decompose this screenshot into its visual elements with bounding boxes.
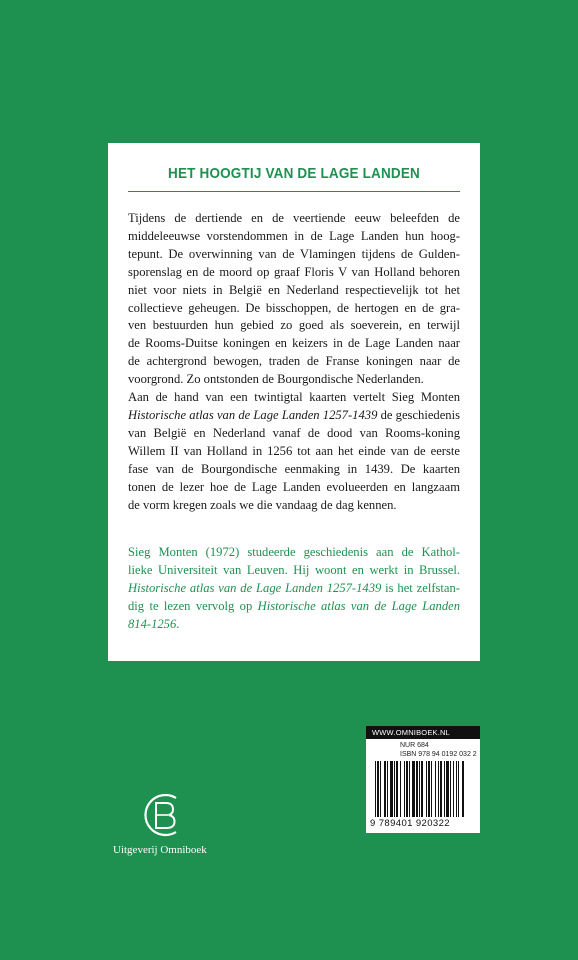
bio-prior-atlas-title: Historische atlas van de Lage Landen: [257, 598, 460, 613]
bio-prior-atlas-years: 814-1256: [128, 616, 177, 631]
barcode-label: [366, 726, 480, 833]
omniboek-logo-icon: [136, 790, 190, 840]
blurb-line: de Rooms-Duitse koningen en keizers in de Lage Landen naar: [128, 336, 460, 351]
blurb-line: Willem II van Holland in 1256 tot aan het einde van de eerste: [128, 443, 460, 458]
isbn-number: ISBN 978 94 0192 032 2: [400, 751, 477, 758]
blurb-line: ven bestuurden hun gebied zo goed als soeverein, en terwijl: [128, 318, 460, 333]
blurb-line: niet voor niets in België en Nederland respectievelijk tot het: [128, 282, 460, 297]
blurb-line: de vorm kregen zoals we die vandaag de dag kennen.: [128, 497, 397, 512]
barcode-digits: 9 789401 920322: [370, 818, 450, 829]
author-bio: [128, 544, 460, 634]
blurb-line: fase van de Bourgondische eenmaking in 1439. De kaarten: [128, 461, 460, 476]
bio-line: Sieg Monten (1972) studeerde geschiedenis aan de Kathol-: [128, 545, 460, 559]
blurb-line: sporenslag en de moord op graaf Floris V van Holland behoren: [128, 264, 460, 279]
blurb-line: de achtergrond bewogen, traden de Franse koningen naar de: [128, 354, 460, 369]
blurb-line-with-title: [128, 407, 460, 425]
bio-fragment: is het zelfstan-: [381, 580, 460, 595]
blurb-fragment: de geschiedenis: [377, 407, 461, 422]
blurb-line: voorgrond. Zo ontstonden de Bourgondische Nederlanden.: [128, 372, 424, 387]
blurb-line: van België en Nederland vanaf de dood van Rooms-koning: [128, 425, 460, 440]
nur-code: NUR 684: [400, 742, 429, 749]
bio-fragment: .: [176, 616, 180, 631]
atlas-title-italic: Historische atlas van de Lage Landen 1257-1439: [128, 407, 378, 422]
back-cover-panel: [108, 143, 480, 661]
blurb-line: Tijdens de dertiende en de veertiende eeuw beleefden de: [128, 211, 460, 225]
publisher-name: Uitgeverij Omniboek: [113, 844, 207, 856]
bio-atlas-title: Historische atlas van de Lage Landen 1257-1439: [128, 580, 382, 595]
barcode-icon: [374, 761, 472, 817]
blurb-paragraph-1: [128, 210, 460, 389]
publisher-url: WWW.OMNIBOEK.NL: [366, 726, 480, 739]
blurb-line: collectieve geheugen. De bisschoppen, de hertogen en de gra-: [128, 300, 460, 315]
bio-line: [128, 580, 460, 598]
title-divider: [128, 191, 460, 192]
blurb-line: tepunt. De overwinning van de Vlamingen tijdens de Gulden-: [128, 246, 460, 261]
blurb-line: tonen de lezer hoe de Lage Landen evolueerden en langzaam: [128, 479, 460, 494]
blurb-line: Aan de hand van een twintigtal kaarten vertelt Sieg Monten: [128, 390, 460, 405]
book-title: HET HOOGTIJ VAN DE LAGE LANDEN: [168, 165, 420, 182]
blurb-text: [128, 210, 460, 514]
bio-fragment: dig te lezen vervolg op: [128, 598, 258, 613]
blurb-line: middeleeuwse vorstendommen in de Lage Landen hun hoog-: [128, 228, 460, 243]
blurb-paragraph-2: [128, 389, 460, 514]
bio-line: [128, 616, 460, 634]
bio-line: [128, 598, 460, 616]
bio-line: lieke Universiteit van Leuven. Hij woont en werkt in Brussel.: [128, 562, 460, 577]
